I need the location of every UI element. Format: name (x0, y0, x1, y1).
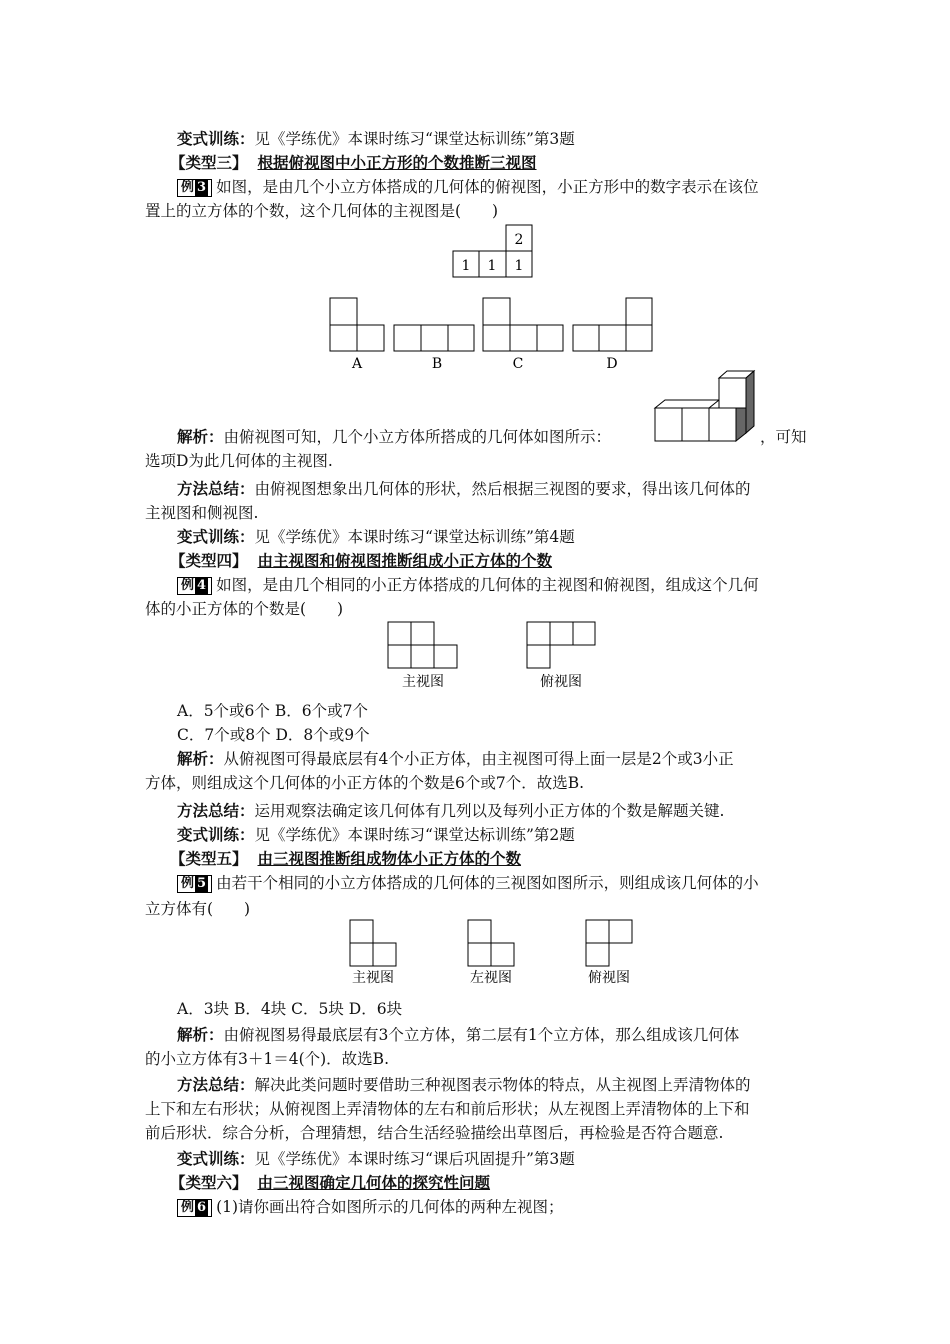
ex3-solution-line1: 解析：由俯视图可知，几个小立方体所搭成的几何体如图所示： (177, 427, 612, 446)
ex5-solution-line1: 解析：由俯视图易得最底层有3个立方体，第二层有1个立方体，那么组成该几何体 (177, 1025, 740, 1044)
heading-type3 (170, 152, 835, 174)
variant-training-1 (177, 128, 842, 150)
ex5-method-line2: 上下和左右形状；从俯视图上弄清物体的左右和前后形状；从左视图上弄清物体的上下和 (145, 1100, 750, 1118)
option-label: B (431, 356, 443, 372)
ex4-method: 方法总结：运用观察法确定该几何体有几列以及每列小正方体的个数是解题关键. (177, 801, 725, 820)
view-caption: 俯视图 (588, 970, 630, 986)
ex5-method-line3: 前后形状．综合分析，合理猜想，结合生活经验描绘出草图后，再检验是否符合题意. (145, 1124, 724, 1142)
example-tag: 例 5 (177, 875, 212, 893)
variant-training-3b: 变式训练：见《学练优》本课时练习“课后巩固提升”第3题 (177, 1149, 575, 1168)
variant-training-2: 变式训练：见《学练优》本课时练习“课堂达标训练”第2题 (177, 825, 575, 844)
ex3-method-line2: 主视图和侧视图. (145, 504, 259, 522)
example-5-line2: 立方体有( ) (145, 900, 251, 918)
view-caption: 主视图 (352, 970, 394, 986)
example-tag: 例 4 (177, 577, 212, 595)
ex3-method-line1: 方法总结：由俯视图想象出几何体的形状，然后根据三视图的要求，得出该几何体的 (177, 479, 751, 498)
example-3-line2: 置上的立方体的个数，这个几何体的主视图是( ) (145, 202, 499, 220)
view-caption: 左视图 (470, 970, 512, 986)
ex4-options-cd: C．7个或8个 D．8个或9个 (177, 726, 370, 744)
ex3-3d-figure (654, 370, 758, 444)
heading-type5: 【类型五】 由三视图推断组成物体小正方体的个数 (170, 849, 522, 868)
ex3-solution-end: ，可知 (760, 428, 807, 446)
ex4-solution-line2: 方体，则组成这个几何体的小正方体的个数是6个或7个．故选B. (145, 774, 585, 792)
example-4-line2: 体的小正方体的个数是( ) (145, 600, 344, 618)
heading-type4: 【类型四】 由主视图和俯视图推断组成小正方体的个数 (170, 551, 553, 570)
ex5-solution-line2: 的小立方体有3＋1＝4(个)．故选B. (145, 1050, 389, 1068)
variant-label: 变式训练： (177, 129, 255, 148)
ex5-options: A．3块 B．4块 C．5块 D．6块 (177, 1000, 403, 1018)
example-5-line1: 例 5 由若干个相同的小立方体搭成的几何体的三视图如图所示，则组成该几何体的小 (177, 872, 842, 894)
ex4-solution-line1: 解析：从俯视图可得最底层有4个小正方体，由主视图可得上面一层是2个或3小正 (177, 749, 734, 768)
option-label: D (606, 356, 618, 372)
ex4-options-ab: A．5个或6个 B．6个或7个 (177, 702, 368, 720)
ex3-solution-line2: 选项D为此几何体的主视图. (145, 452, 333, 470)
ex3-option-figures (328, 296, 658, 376)
example-text: 如图，是由几个小立方体搭成的几何体的俯视图，小正方形中的数字表示在该位 (216, 178, 759, 196)
heading-title: 根据俯视图中小正方形的个数推断三视图 (257, 153, 537, 172)
ex4-views (386, 620, 598, 692)
grid-number: 1 (487, 258, 497, 274)
variant-text: 见《学练优》本课时练习“课堂达标训练”第3题 (254, 130, 575, 148)
variant-training-4: 变式训练：见《学练优》本课时练习“课堂达标训练”第4题 (177, 527, 575, 546)
example-3-line1 (177, 176, 842, 198)
example-tag: 例 6 (177, 1199, 212, 1217)
view-caption: 主视图 (402, 674, 444, 690)
ex5-three-views (348, 918, 638, 988)
grid-number: 2 (514, 232, 524, 248)
ex5-method-line1: 方法总结：解决此类问题时要借助三种视图表示物体的特点，从主视图上弄清物体的 (177, 1075, 751, 1094)
example-tag: 例 3 (177, 179, 212, 197)
grid-number: 1 (461, 258, 471, 274)
heading-type6: 【类型六】 由三视图确定几何体的探究性问题 (170, 1173, 491, 1192)
view-caption: 俯视图 (540, 674, 582, 690)
option-label: C (512, 356, 524, 372)
example-4-line1: 例 4 如图，是由几个相同的小正方体搭成的几何体的主视图和俯视图，组成这个几何 (177, 574, 842, 596)
heading-bracket: 【类型三】 (170, 153, 248, 172)
option-label: A (351, 356, 363, 372)
grid-number: 1 (514, 258, 524, 274)
example-6-line1: 例 6 (1)请你画出符合如图所示的几何体的两种左视图； (177, 1196, 842, 1218)
ex3-top-view-grid (452, 224, 534, 278)
